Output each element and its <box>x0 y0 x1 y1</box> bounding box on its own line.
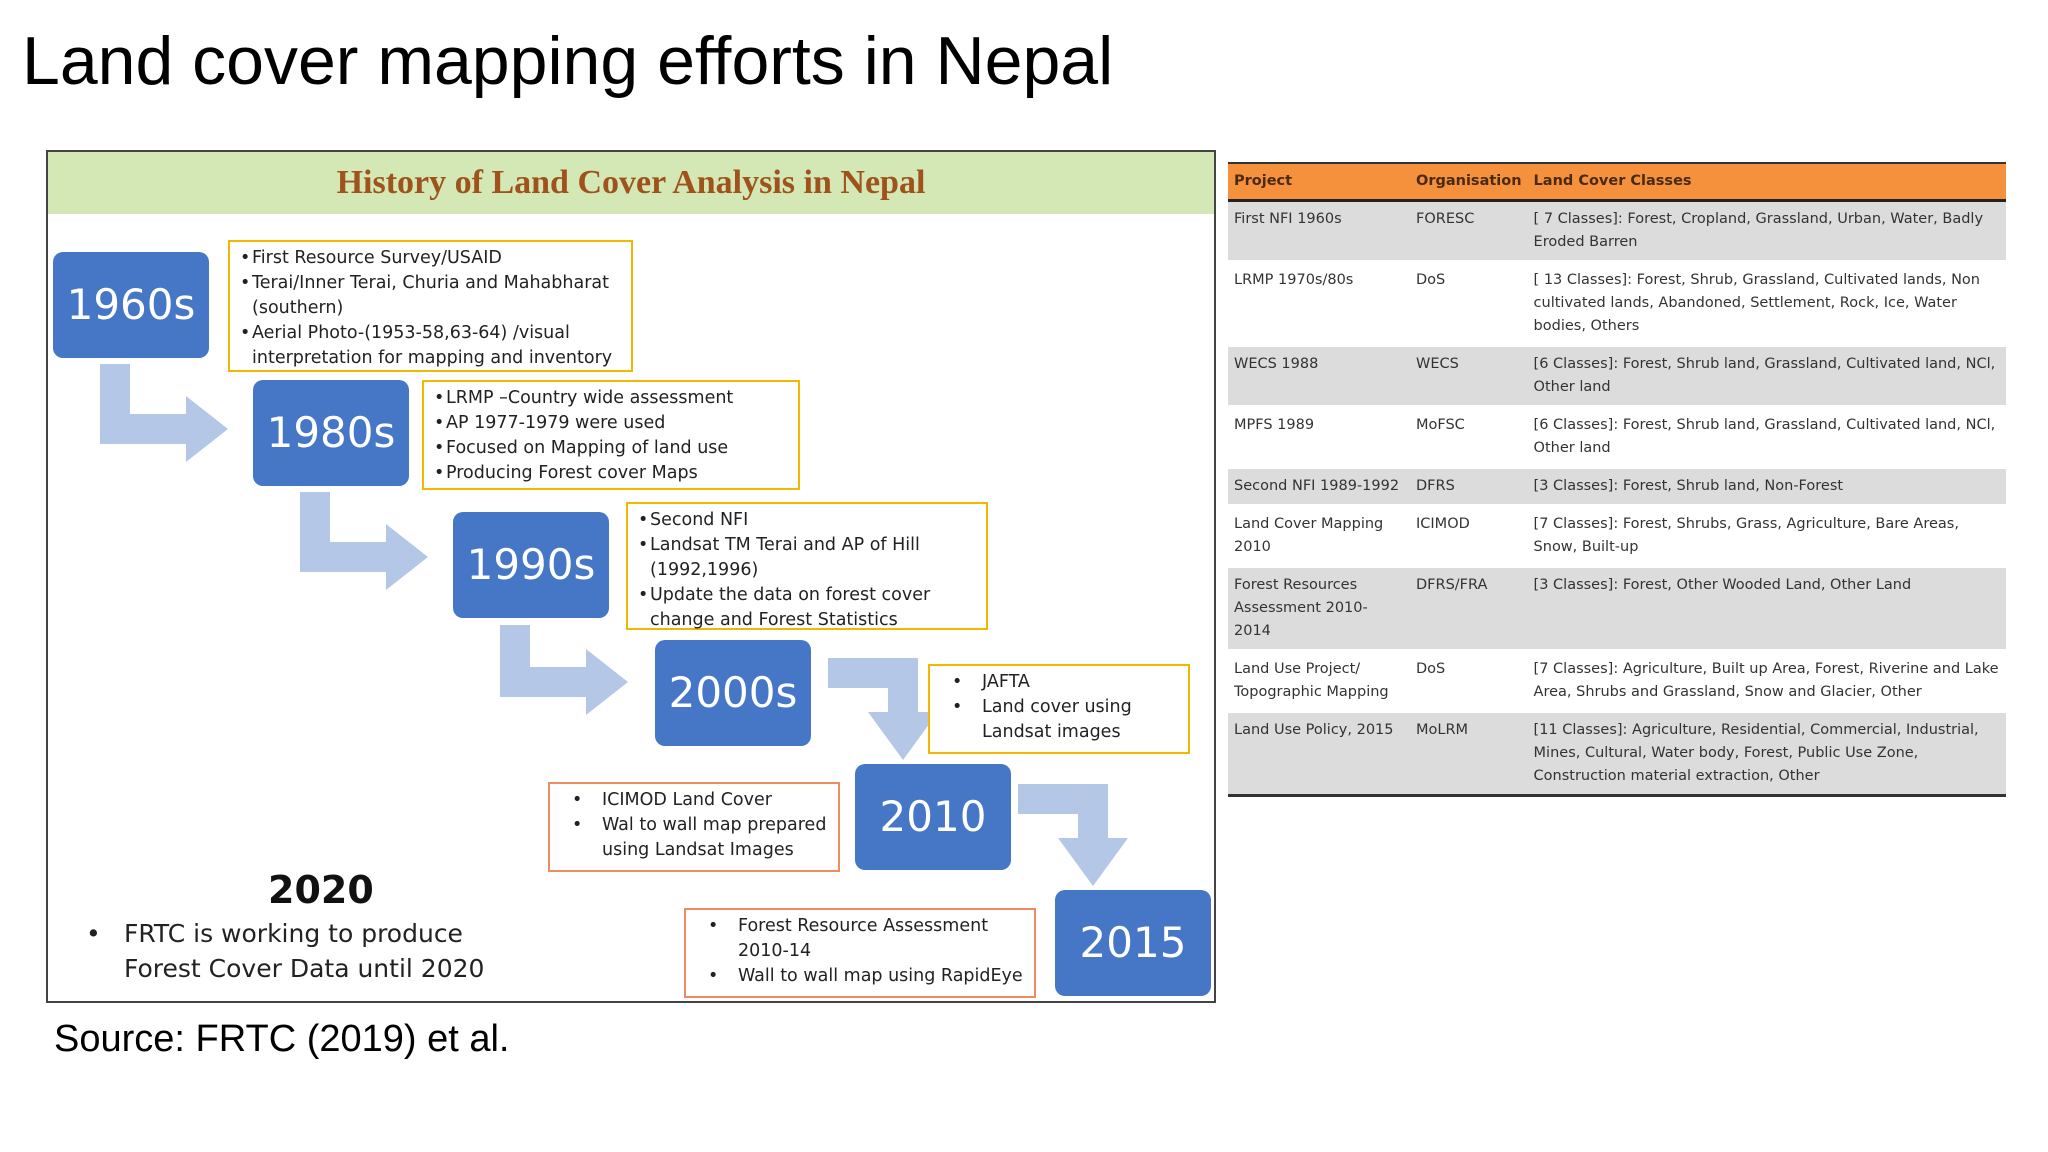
note-item: • Aerial Photo-(1953-58,63-64) /visual interpretation for mapping and inventory <box>252 321 623 371</box>
note-item: • Wall to wall map using RapidEye <box>708 964 1026 989</box>
arrow-1980s-1990s <box>300 492 428 590</box>
cell-classes: [3 Classes]: Forest, Other Wooded Land, Other Land <box>1528 567 2006 651</box>
note-item: • Forest Resource Assessment 2010-14 <box>708 914 1026 964</box>
cell-classes: [7 Classes]: Agriculture, Built up Area, Forest, Riverine and Lake Area, Shrubs and Grassland, Snow and Glacier, Other <box>1528 651 2006 712</box>
cell-project: Forest Resources Assessment 2010-2014 <box>1228 567 1410 651</box>
era-box-2010: 2010 <box>855 764 1011 870</box>
note-item: • JAFTA <box>952 670 1180 695</box>
cell-organisation: DoS <box>1410 262 1528 346</box>
cell-classes: [7 Classes]: Forest, Shrubs, Grass, Agriculture, Bare Areas, Snow, Built-up <box>1528 506 2006 567</box>
note-item: • Terai/Inner Terai, Churia and Mahabharat (southern) <box>252 271 623 321</box>
header-land-cover-classes: Land Cover Classes <box>1528 163 2006 201</box>
cell-organisation: DoS <box>1410 651 1528 712</box>
note-2020-text: FRTC is working to produce Forest Cover Data until 2020 <box>124 919 485 983</box>
note-1990s <box>626 502 988 630</box>
note-item: • Focused on Mapping of land use <box>446 436 790 461</box>
table-row <box>1228 567 2006 651</box>
cell-organisation: ICIMOD <box>1410 506 1528 567</box>
arrow-1990s-2000s <box>500 625 628 715</box>
cell-organisation: MoLRM <box>1410 712 1528 796</box>
era-box-1960s: 1960s <box>53 252 209 358</box>
note-item: • Landsat TM Terai and AP of Hill (1992,1996) <box>650 533 978 583</box>
table-row <box>1228 468 2006 506</box>
history-diagram <box>46 150 1216 1003</box>
note-2010 <box>548 782 840 872</box>
cell-project: First NFI 1960s <box>1228 201 1410 262</box>
table-row <box>1228 262 2006 346</box>
note-item: • Second NFI <box>650 508 978 533</box>
note-1980s <box>422 380 800 490</box>
era-box-1990s: 1990s <box>453 512 609 618</box>
cell-project: Second NFI 1989-1992 <box>1228 468 1410 506</box>
note-1960s <box>228 240 633 372</box>
cell-classes: [11 Classes]: Agriculture, Residential, Commercial, Industrial, Mines, Cultural, Water body, Forest, Public Use Zone, Construction material extraction, Other <box>1528 712 2006 796</box>
table-row <box>1228 346 2006 407</box>
cell-organisation: MoFSC <box>1410 407 1528 468</box>
cell-classes: [6 Classes]: Forest, Shrub land, Grassland, Cultivated land, NCl, Other land <box>1528 346 2006 407</box>
note-item: • Producing Forest cover Maps <box>446 461 790 486</box>
note-item: • Wal to wall map prepared using Landsat Images <box>572 813 830 863</box>
note-item: • AP 1977-1979 were used <box>446 411 790 436</box>
cell-organisation: DFRS/FRA <box>1410 567 1528 651</box>
cell-classes: [3 Classes]: Forest, Shrub land, Non-Forest <box>1528 468 2006 506</box>
diagram-title: History of Land Cover Analysis in Nepal <box>336 164 926 201</box>
cell-organisation: DFRS <box>1410 468 1528 506</box>
table-row <box>1228 651 2006 712</box>
slide-title: Land cover mapping efforts in Nepal <box>22 23 1114 99</box>
cell-project: Land Use Policy, 2015 <box>1228 712 1410 796</box>
note-item: • LRMP –Country wide assessment <box>446 386 790 411</box>
note-item: • Update the data on forest cover change and Forest Statistics <box>650 583 978 633</box>
era-box-2015: 2015 <box>1055 890 1211 996</box>
cell-organisation: FORESC <box>1410 201 1528 262</box>
cell-organisation: WECS <box>1410 346 1528 407</box>
cell-project: LRMP 1970s/80s <box>1228 262 1410 346</box>
source-caption: Source: FRTC (2019) et al. <box>54 1018 510 1060</box>
table-row <box>1228 712 2006 796</box>
arrow-2010-2015 <box>1018 784 1128 886</box>
era-box-1980s: 1980s <box>253 380 409 486</box>
header-project: Project <box>1228 163 1410 201</box>
note-item: • First Resource Survey/USAID <box>252 246 623 271</box>
arrow-2000s-2010 <box>828 658 938 760</box>
note-2020-title: 2020 <box>268 868 374 912</box>
land-cover-table <box>1228 162 2006 797</box>
cell-project: WECS 1988 <box>1228 346 1410 407</box>
note-2000s <box>928 664 1190 754</box>
header-organisation: Organisation <box>1410 163 1528 201</box>
note-item: • Land cover using Landsat images <box>952 695 1180 745</box>
table-row <box>1228 201 2006 262</box>
cell-classes: [ 13 Classes]: Forest, Shrub, Grassland, Cultivated lands, Non cultivated lands, Abandoned, Settlement, Rock, Ice, Water bodies, Others <box>1528 262 2006 346</box>
note-2020: • FRTC is working to produce Forest Cover Data until 2020 <box>86 916 504 986</box>
cell-classes: [ 7 Classes]: Forest, Cropland, Grassland, Urban, Water, Badly Eroded Barren <box>1528 201 2006 262</box>
arrow-1960s-1980s <box>100 364 228 462</box>
table-row <box>1228 506 2006 567</box>
cell-project: MPFS 1989 <box>1228 407 1410 468</box>
cell-classes: [6 Classes]: Forest, Shrub land, Grassland, Cultivated land, NCl, Other land <box>1528 407 2006 468</box>
note-item: • ICIMOD Land Cover <box>572 788 830 813</box>
table-row <box>1228 407 2006 468</box>
cell-project: Land Use Project/ Topographic Mapping <box>1228 651 1410 712</box>
note-2015 <box>684 908 1036 998</box>
era-box-2000s: 2000s <box>655 640 811 746</box>
table-header-row <box>1228 163 2006 201</box>
cell-project: Land Cover Mapping 2010 <box>1228 506 1410 567</box>
